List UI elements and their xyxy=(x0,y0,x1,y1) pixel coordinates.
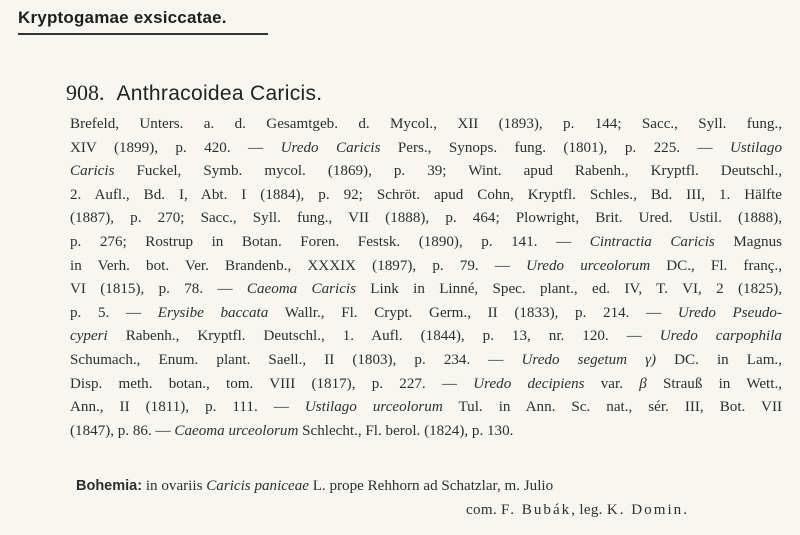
locality-region: Bohemia: xyxy=(76,478,143,494)
citation-text: Link in Linné, Spec. plant., ed. IV, T. VI, 2 (1825), xyxy=(355,281,783,298)
entry-heading xyxy=(66,80,322,106)
series-title: Kryptogamae exsiccatae. xyxy=(18,8,227,27)
taxon-name: β xyxy=(639,375,647,392)
citation-text: Wallr., Fl. Crypt. Germ., II (1833), p. 214. — xyxy=(268,304,678,321)
citation-text: XIV (1899), p. 420. — xyxy=(70,139,281,156)
citation-text: Schumach., Enum. plant. Saell., II (1803), p. 234. — xyxy=(70,351,522,368)
taxon-name: Erysibe baccata xyxy=(157,304,269,321)
leg-prefix: , leg. xyxy=(571,502,607,518)
synonymy-line xyxy=(70,373,782,397)
series-header xyxy=(18,8,268,35)
citation-text: Ann., II (1811), p. 111. — xyxy=(70,399,305,416)
synonymy-line xyxy=(70,207,782,231)
citation-text: VI (1815), p. 78. — xyxy=(70,281,247,298)
citation-text: (1847), p. 86. — xyxy=(70,422,175,439)
locality-text-after: L. prope Rehhorn ad Schatzlar, m. Julio xyxy=(308,478,554,494)
citation-text: Pers., Synops. fung. (1801), p. 225. — xyxy=(380,139,730,156)
citation-text: DC. in Lam., xyxy=(656,351,782,368)
synonymy-line xyxy=(70,420,782,444)
synonymy-line xyxy=(70,160,782,184)
citation-text: Tul. in Ann. Sc. nat., sér. III, Bot. VII xyxy=(442,399,783,416)
collector-end: . xyxy=(683,502,688,518)
citation-text: p. 276; Rostrup in Botan. Foren. Festsk. (1890), p. 141. — xyxy=(70,233,590,250)
synonymy-line xyxy=(70,255,782,279)
synonymy-line xyxy=(70,325,782,349)
citation-text: DC., Fl. franç., xyxy=(650,257,782,274)
taxon-name: Uredo carpophila xyxy=(659,328,782,345)
taxon-name: Caeoma urceolorum xyxy=(174,422,299,439)
com-prefix: com. xyxy=(466,502,502,518)
taxon-name: Uredo segetum γ) xyxy=(521,351,657,368)
citation-text: Schlecht., Fl. berol. (1824), p. 130. xyxy=(298,422,514,439)
taxon-name: Cintractia Caricis xyxy=(589,233,715,250)
host-name: Caricis paniceae xyxy=(206,478,309,494)
taxon-name: Uredo Caricis xyxy=(280,139,381,156)
citation-text: var. xyxy=(584,375,640,392)
legator-name: K. Domin xyxy=(606,502,684,518)
taxon-name: Uredo urceolorum xyxy=(526,257,651,274)
taxon-name: Ustilago urceolorum xyxy=(304,399,443,416)
citation-text: p. 5. — xyxy=(70,304,158,321)
citation-text: Disp. meth. botan., tom. VIII (1817), p. 227. — xyxy=(70,375,474,392)
citation-text: in Verh. bot. Ver. Brandenb., XXXIX (1897), p. 79. — xyxy=(70,257,527,274)
synonymy-line xyxy=(70,231,782,255)
taxon-name: Ustilago xyxy=(730,139,782,156)
synonymy-line xyxy=(70,349,782,373)
synonymy-line xyxy=(70,302,782,326)
communicator-name: F. Bubák xyxy=(501,502,572,518)
citation-text: (1887), p. 270; Sacc., Syll. fung., VII (1888), p. 464; Plowright, Brit. Ured. Ustil. (1888), xyxy=(70,210,782,227)
collector-line xyxy=(466,499,687,523)
locality-text-before: in ovariis xyxy=(142,478,207,494)
species-name: Anthracoidea Caricis. xyxy=(116,82,323,105)
taxon-name: Uredo decipiens xyxy=(473,375,585,392)
taxon-name: Caricis xyxy=(70,163,115,180)
synonymy-paragraph xyxy=(70,113,782,443)
synonymy-line xyxy=(70,184,782,208)
citation-text: Magnus xyxy=(714,233,782,250)
citation-text: 2. Aufl., Bd. I, Abt. I (1884), p. 92; Schröt. apud Cohn, Kryptfl. Schles., Bd. III, 1. Hälfte xyxy=(70,186,782,203)
citation-text: Strauß in Wett., xyxy=(646,375,782,392)
synonymy-line xyxy=(70,278,782,302)
taxon-name: cyperi xyxy=(70,328,108,345)
taxon-name: Caeoma Caricis xyxy=(246,281,356,298)
synonymy-line xyxy=(70,113,782,137)
citation-text: Fuckel, Symb. mycol. (1869), p. 39; Wint. apud Rabenh., Kryptfl. Deutschl., xyxy=(114,163,782,180)
locality-line xyxy=(76,475,788,499)
taxon-name: Uredo Pseudo- xyxy=(677,304,782,321)
citation-text: Rabenh., Kryptfl. Deutschl., 1. Aufl. (1844), p. 13, nr. 120. — xyxy=(107,328,660,345)
entry-number: 908. xyxy=(66,80,105,105)
citation-text: Brefeld, Unters. a. d. Gesamtgeb. d. Mycol., XII (1893), p. 144; Sacc., Syll. fung., xyxy=(70,116,782,132)
synonymy-line xyxy=(70,137,782,161)
synonymy-line xyxy=(70,396,782,420)
